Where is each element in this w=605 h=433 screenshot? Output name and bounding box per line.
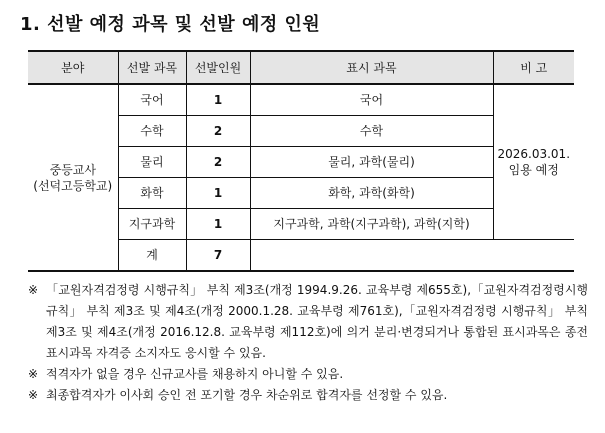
- notes-section: [28, 280, 588, 406]
- note-mark: ※: [28, 367, 39, 381]
- field-cell: [28, 84, 118, 271]
- note-item: [28, 385, 588, 406]
- field-line2: (선덕고등학교): [33, 178, 113, 193]
- table-row: [28, 84, 574, 116]
- count-cell: 1: [186, 84, 250, 116]
- count-cell: 1: [186, 178, 250, 209]
- subject-cell: 수학: [118, 116, 186, 147]
- note-text: 「교원자격검정령 시행규칙」 부칙 제3조(개정 1994.9.26. 교육부령 제655호),「교원자격검정령시행규칙」 부칙 제3조 및 제4조(개정 2000.1.28. 교육부령 제761호),「교원자격검정령 시행규칙」 부칙 제3조 및 제4조(개정 2016.12.8. 교육부령 제112호)에 의거 분리·변경되거나 통합된 표시과목은 종전 표시과목 자격증 소지자도 응시할 수 있음.: [46, 283, 588, 360]
- count-cell: 2: [186, 147, 250, 178]
- remark-line1: 2026.03.01.: [497, 147, 571, 161]
- note-item: [28, 364, 588, 385]
- total-value: 7: [186, 240, 250, 272]
- note-text: 최종합격자가 이사회 승인 전 포기할 경우 차순위로 합격자를 선정할 수 있음.: [46, 388, 448, 402]
- header-remark: 비 고: [493, 51, 574, 84]
- display-subject-cell: 수학: [250, 116, 493, 147]
- remark-cell: [493, 84, 574, 240]
- header-subject: 선발 과목: [118, 51, 186, 84]
- display-subject-cell: 지구과학, 과학(지구과학), 과학(지학): [250, 209, 493, 240]
- total-label: 계: [118, 240, 186, 272]
- table-header-row: [28, 51, 574, 84]
- header-count: 선발인원: [186, 51, 250, 84]
- header-field: 분야: [28, 51, 118, 84]
- subject-cell: 물리: [118, 147, 186, 178]
- subject-cell: 지구과학: [118, 209, 186, 240]
- count-cell: 2: [186, 116, 250, 147]
- section-heading: 1. 선발 예정 과목 및 선발 예정 인원: [20, 14, 321, 35]
- selection-table: [28, 50, 574, 272]
- total-empty-cell: [250, 240, 574, 272]
- note-mark: ※: [28, 283, 39, 297]
- subject-cell: 국어: [118, 84, 186, 116]
- display-subject-cell: 화학, 과학(화학): [250, 178, 493, 209]
- field-line1: 중등교사: [49, 162, 96, 177]
- display-subject-cell: 국어: [250, 84, 493, 116]
- subject-cell: 화학: [118, 178, 186, 209]
- count-cell: 1: [186, 209, 250, 240]
- note-item: [28, 280, 588, 364]
- header-display-subject: 표시 과목: [250, 51, 493, 84]
- display-subject-cell: 물리, 과학(물리): [250, 147, 493, 178]
- note-text: 적격자가 없을 경우 신규교사를 채용하지 아니할 수 있음.: [46, 367, 344, 381]
- note-mark: ※: [28, 388, 39, 402]
- remark-line2: 임용 예정: [508, 163, 559, 177]
